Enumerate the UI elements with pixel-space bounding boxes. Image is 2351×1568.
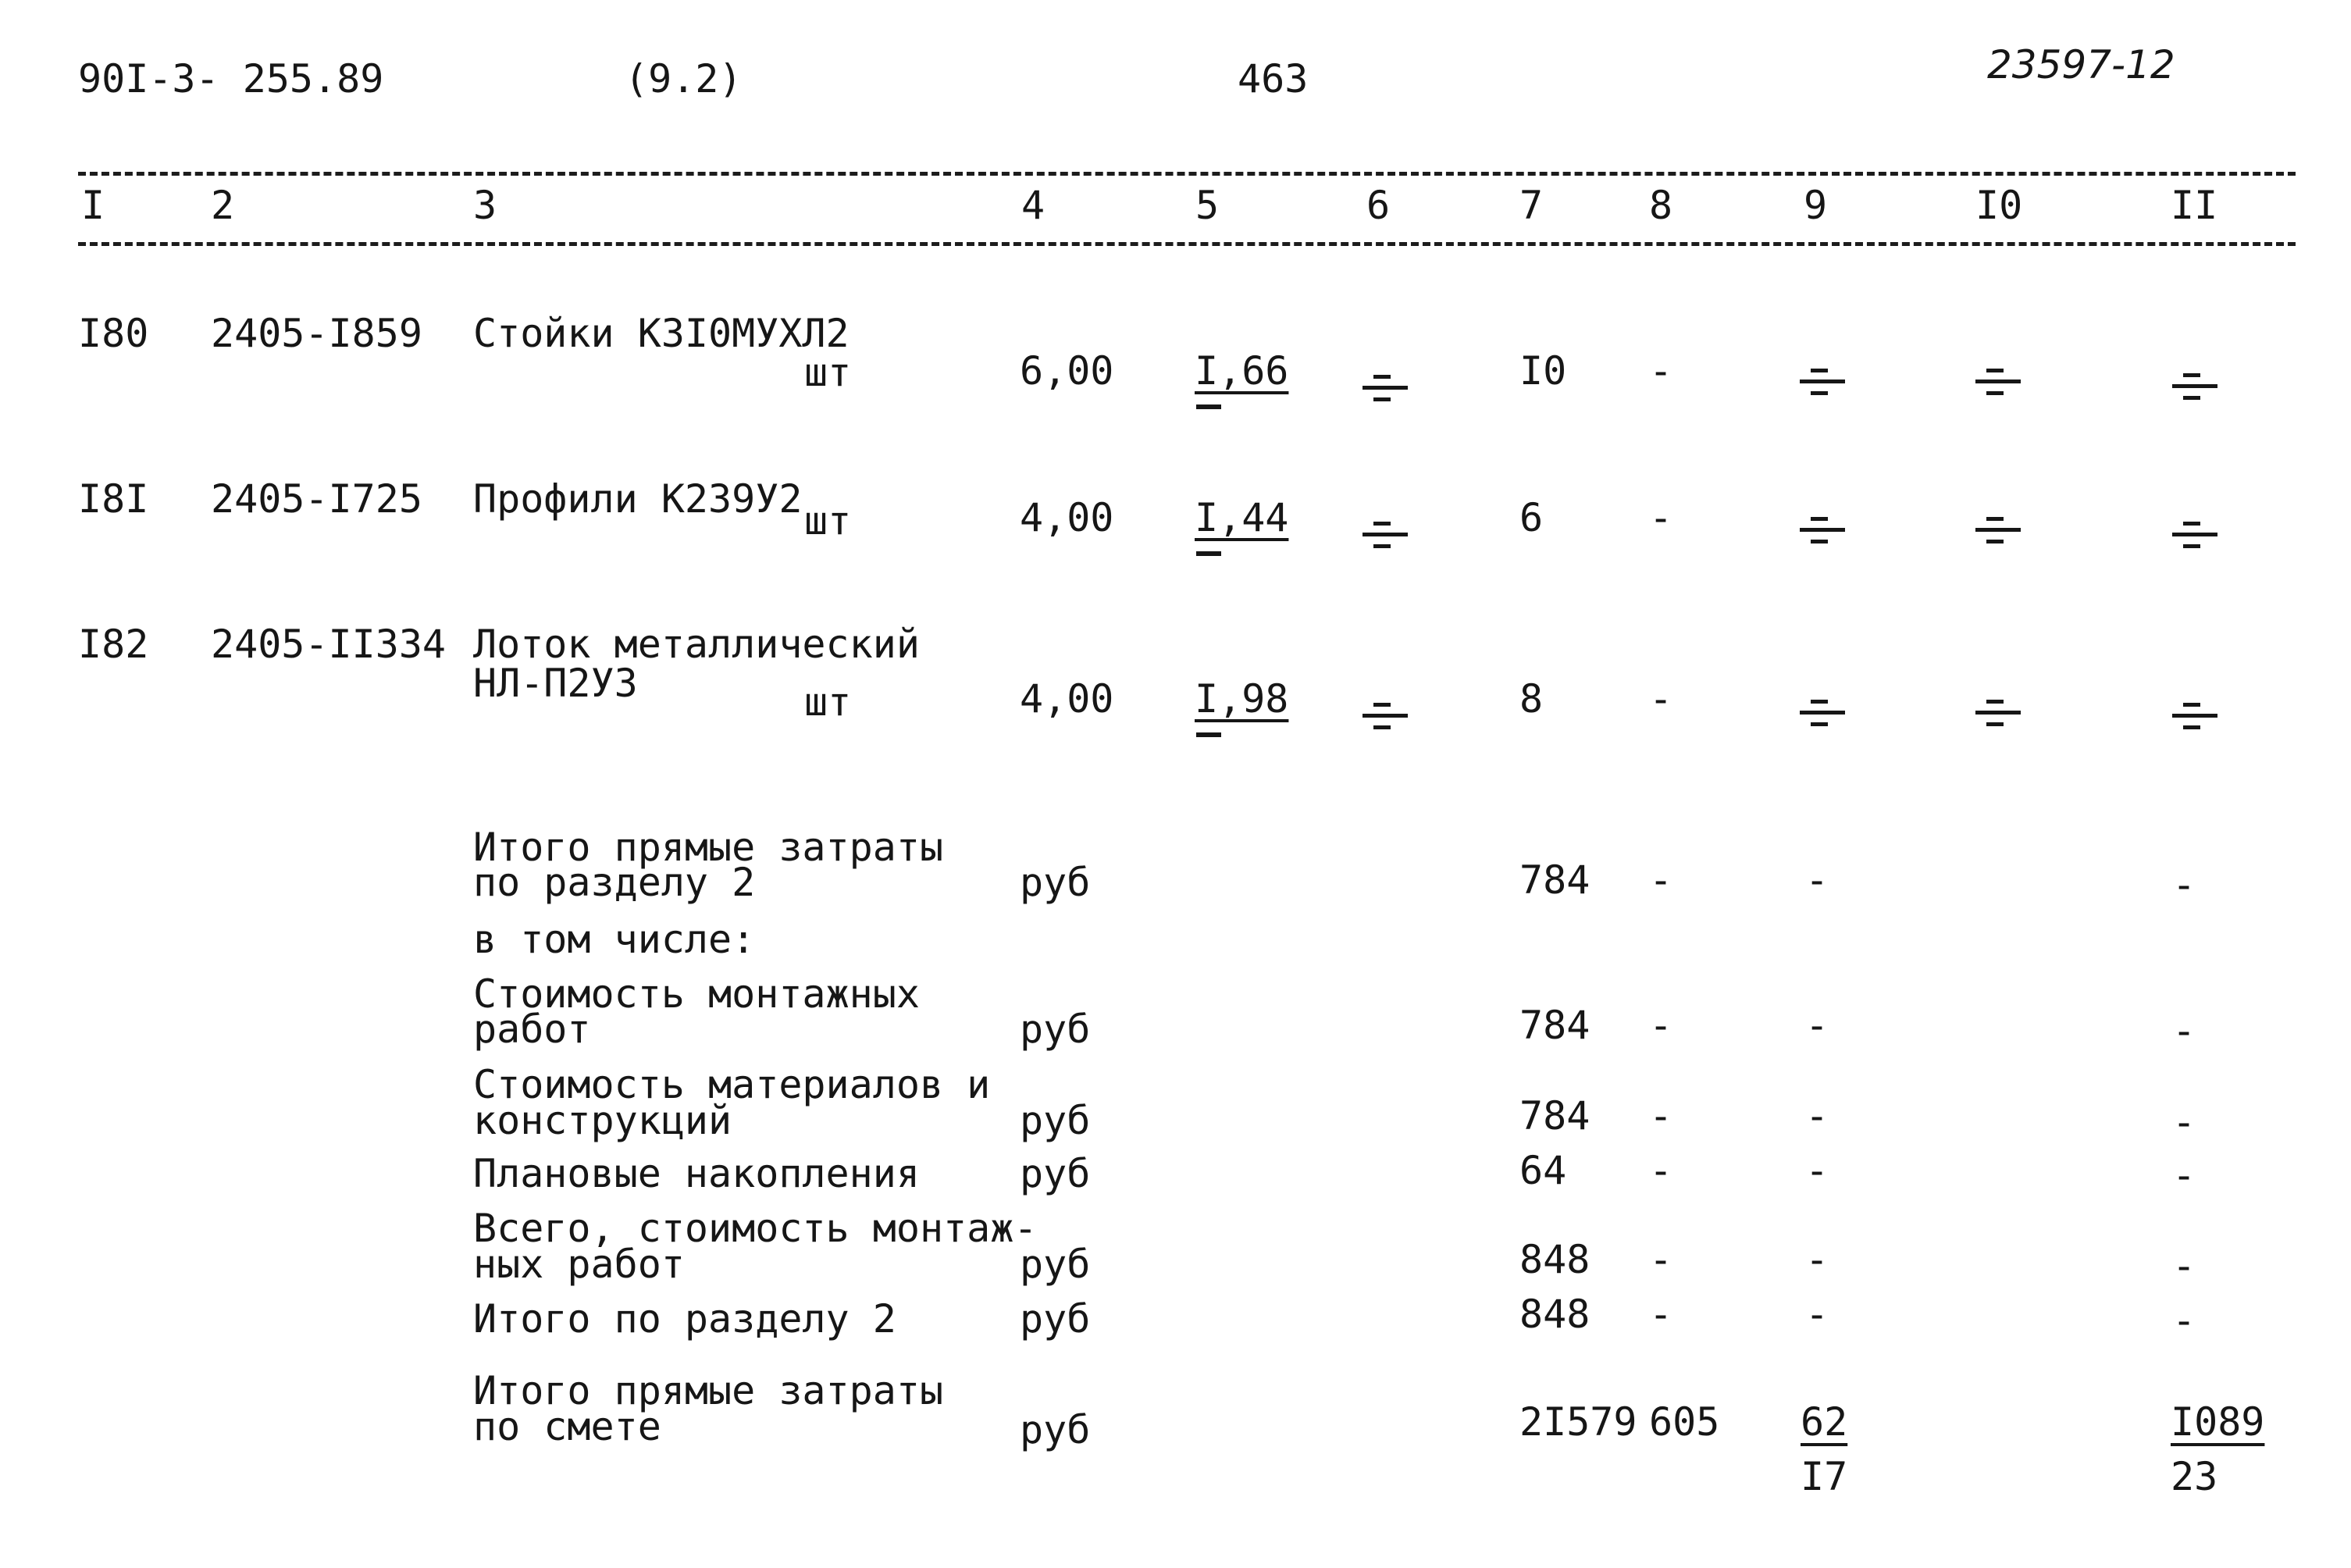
document-code: 90I-3- 255.89 xyxy=(78,56,384,102)
summary-col7: 784 xyxy=(1519,857,1590,903)
summary-col8: - xyxy=(1649,857,1673,903)
col9-ditto-mark xyxy=(1800,369,1845,397)
summary-col9: - xyxy=(1805,1093,1829,1139)
grand-total-col7: 2I579 xyxy=(1519,1399,1637,1445)
row-name: Лоток металлический xyxy=(473,622,920,667)
summary-col11: - xyxy=(2172,1298,2196,1343)
row-unit: шт xyxy=(804,498,852,543)
row-col5-value: I,98 xyxy=(1195,676,1289,722)
summary-col11: - xyxy=(2172,1243,2196,1288)
row-col5-value: I,66 xyxy=(1195,348,1289,394)
summary-col7: 784 xyxy=(1519,1003,1590,1048)
row-code: 2405-II334 xyxy=(211,622,447,667)
summary-label-line-2: работ xyxy=(473,1007,591,1052)
summary-label-line-2: конструкций xyxy=(473,1098,732,1143)
summary-unit: руб xyxy=(1020,1242,1091,1287)
row-col8-value: - xyxy=(1649,348,1673,394)
col5-dash-mark xyxy=(1196,732,1221,737)
col5-dash-mark xyxy=(1196,404,1221,409)
summary-col8: - xyxy=(1649,1003,1673,1048)
header-rule-top xyxy=(78,172,2296,176)
row-col5-value: I,44 xyxy=(1195,495,1289,540)
row-col8-value: - xyxy=(1649,676,1673,722)
column-header-11: II xyxy=(2171,183,2218,228)
grand-total-unit: руб xyxy=(1020,1407,1091,1452)
col11-ditto-mark xyxy=(2172,703,2217,731)
col11-ditto-mark xyxy=(2172,522,2217,550)
summary-unit: руб xyxy=(1020,1296,1091,1342)
summary-col11: - xyxy=(2172,1008,2196,1053)
summary-col7: 848 xyxy=(1519,1237,1590,1282)
column-header-4: 4 xyxy=(1021,183,1045,228)
row-quantity: 6,00 xyxy=(1020,348,1114,394)
summary-col11: - xyxy=(2172,862,2196,907)
grand-total-col11-bottom: 23 xyxy=(2171,1454,2218,1499)
col9-ditto-mark xyxy=(1800,700,1845,728)
page-number: 463 xyxy=(1238,56,1309,102)
row-code: 2405-I859 xyxy=(211,311,422,356)
summary-col8: - xyxy=(1649,1292,1673,1337)
col11-ditto-mark xyxy=(2172,373,2217,401)
summary-col8: - xyxy=(1649,1237,1673,1282)
column-header-5: 5 xyxy=(1195,183,1220,228)
summary-label: Стоимость материалов и xyxy=(473,1062,991,1107)
col6-ditto-mark xyxy=(1363,375,1408,403)
summary-col9: - xyxy=(1805,1237,1829,1282)
grand-total-col8: 605 xyxy=(1649,1399,1720,1445)
row-col7-value: 6 xyxy=(1519,495,1544,540)
summary-col8: - xyxy=(1649,1148,1673,1193)
handwritten-number: 23597-12 xyxy=(1987,42,2175,87)
grand-total-col11-top: I089 xyxy=(2171,1399,2265,1445)
row-unit: шт xyxy=(804,350,852,395)
summary-label: Итого прямые затраты xyxy=(473,825,944,870)
col6-ditto-mark xyxy=(1363,522,1408,550)
summary-col7: 848 xyxy=(1519,1292,1590,1337)
summary-label: Итого по разделу 2 xyxy=(473,1296,896,1342)
grand-total-label: Итого прямые затраты xyxy=(473,1368,944,1413)
column-header-10: I0 xyxy=(1975,183,2023,228)
row-number: I8I xyxy=(78,476,149,522)
row-col7-value: 8 xyxy=(1519,676,1544,722)
row-col8-value: - xyxy=(1649,495,1673,540)
summary-col11: - xyxy=(2172,1099,2196,1145)
summary-label-line-2: по разделу 2 xyxy=(473,860,756,905)
summary-unit: руб xyxy=(1020,1007,1091,1052)
column-header-3: 3 xyxy=(473,183,497,228)
row-quantity: 4,00 xyxy=(1020,495,1114,540)
row-col7-value: I0 xyxy=(1519,348,1567,394)
col5-dash-mark xyxy=(1196,551,1221,556)
row-code: 2405-I725 xyxy=(211,476,422,522)
section-number: (9.2) xyxy=(625,56,743,102)
col10-ditto-mark xyxy=(1975,700,2021,728)
summary-label: Плановые накопления xyxy=(473,1151,920,1196)
row-name: Стойки К3I0МУХЛ2 xyxy=(473,311,850,356)
summary-label: Всего, стоимость монтаж- xyxy=(473,1206,1038,1251)
summary-label: Стоимость монтажных xyxy=(473,971,920,1017)
column-header-6: 6 xyxy=(1366,183,1391,228)
column-header-8: 8 xyxy=(1649,183,1673,228)
summary-col9: - xyxy=(1805,1292,1829,1337)
summary-unit: руб xyxy=(1020,860,1091,905)
column-header-2: 2 xyxy=(211,183,235,228)
summary-col9: - xyxy=(1805,1148,1829,1193)
row-name-line-2: НЛ-П2У3 xyxy=(473,661,638,706)
row-name: Профили К239У2 xyxy=(473,476,803,522)
summary-col9: - xyxy=(1805,1003,1829,1048)
grand-total-col9-bottom: I7 xyxy=(1801,1454,1848,1499)
summary-unit: руб xyxy=(1020,1098,1091,1143)
col6-ditto-mark xyxy=(1363,703,1408,731)
row-number: I82 xyxy=(78,622,149,667)
col9-ditto-mark xyxy=(1800,517,1845,545)
column-header-9: 9 xyxy=(1804,183,1828,228)
row-unit: шт xyxy=(804,679,852,725)
summary-col9: - xyxy=(1805,857,1829,903)
summary-subheading: в том числе: xyxy=(473,917,756,962)
grand-total-label-line-2: по смете xyxy=(473,1404,661,1449)
column-header-1: I xyxy=(81,183,105,228)
row-quantity: 4,00 xyxy=(1020,676,1114,722)
column-header-7: 7 xyxy=(1519,183,1544,228)
summary-col7: 64 xyxy=(1519,1148,1567,1193)
summary-label-line-2: ных работ xyxy=(473,1242,685,1287)
summary-col8: - xyxy=(1649,1093,1673,1139)
header-rule-bottom xyxy=(78,242,2296,246)
summary-col7: 784 xyxy=(1519,1093,1590,1139)
summary-col11: - xyxy=(2172,1153,2196,1198)
row-number: I80 xyxy=(78,311,149,356)
col10-ditto-mark xyxy=(1975,517,2021,545)
summary-unit: руб xyxy=(1020,1151,1091,1196)
col10-ditto-mark xyxy=(1975,369,2021,397)
grand-total-col9-top: 62 xyxy=(1801,1399,1848,1445)
